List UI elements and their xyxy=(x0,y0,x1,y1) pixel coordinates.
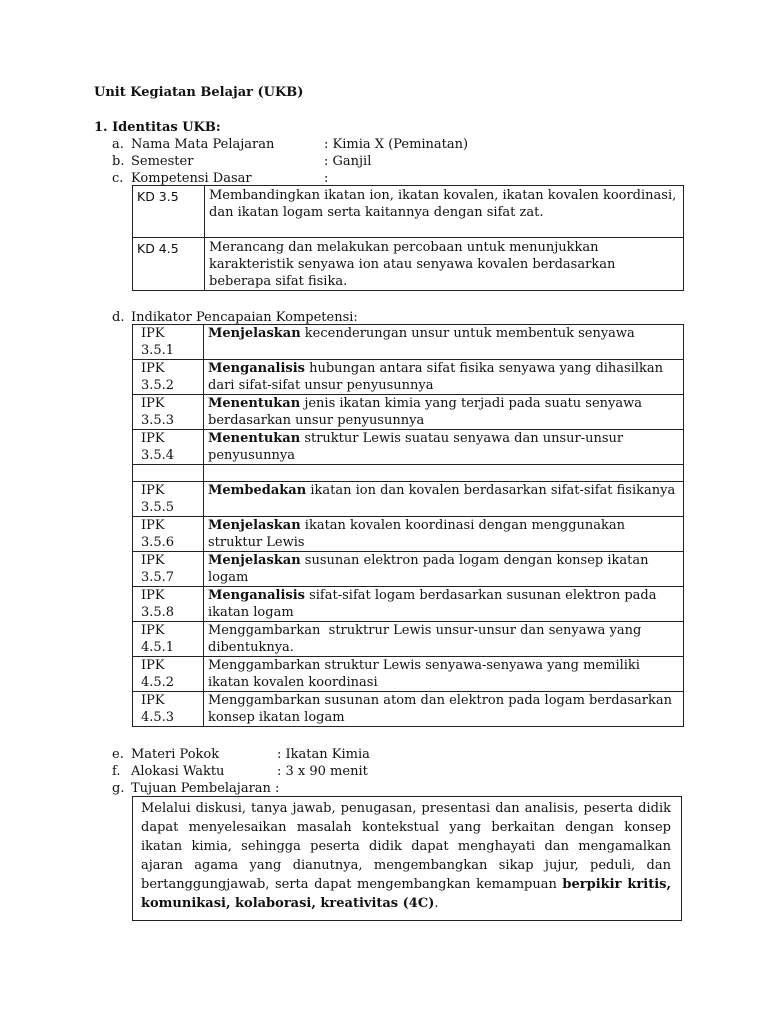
ipk-row xyxy=(133,360,684,395)
ipk-text: hubungan antara sifat fisika senyawa yang dihasilkan dari sifat-sifat unsur penyusunnya xyxy=(208,361,668,393)
ipk-row xyxy=(133,692,684,727)
ipk-description xyxy=(204,465,684,482)
item-a-value: : Kimia X (Peminatan) xyxy=(324,137,469,152)
tujuan-end: . xyxy=(434,896,439,911)
ipk-code: IPK 3.5.3 xyxy=(133,395,204,430)
ipk-description xyxy=(204,325,684,360)
page-title: Unit Kegiatan Belajar (UKB) xyxy=(94,85,304,100)
kd-row xyxy=(133,186,684,238)
ipk-text: struktur Lewis suatau senyawa dan unsur-unsur penyusunnya xyxy=(208,431,628,463)
ipk-row-empty xyxy=(133,465,684,482)
item-f-marker: f. xyxy=(112,764,121,779)
item-b-value: : Ganjil xyxy=(324,154,372,169)
tujuan-text: Melalui diskusi, tanya jawab, penugasan, presentasi dan analisis, peserta didik dapat menyelesaikan masalah kontekstual yang berkaitan dengan konsep ikatan kimia, sehingga peserta didik dapat menghayati dan mengamalkan ajaran agama yang dianutnya, mengembangkan sikap jujur, peduli, dan bertanggungjawab, serta dapat mengembangkan kemampuan xyxy=(141,801,671,892)
ipk-code: IPK 4.5.1 xyxy=(133,622,204,657)
ipk-description xyxy=(204,552,684,587)
ipk-code: IPK 3.5.5 xyxy=(133,482,204,517)
ipk-text: kecenderungan unsur untuk membentuk senyawa xyxy=(300,326,635,341)
item-a-label: Nama Mata Pelajaran xyxy=(131,137,275,152)
ipk-table xyxy=(132,324,684,727)
ipk-description xyxy=(204,692,684,727)
ipk-row xyxy=(133,325,684,360)
ipk-row xyxy=(133,587,684,622)
item-e-marker: e. xyxy=(112,747,124,762)
ipk-text: ikatan ion dan kovalen berdasarkan sifat-sifat fisikanya xyxy=(306,483,676,498)
ipk-verb: Menjelaskan xyxy=(208,553,301,568)
ipk-description xyxy=(204,517,684,552)
ipk-description xyxy=(204,657,684,692)
ipk-code: IPK 4.5.3 xyxy=(133,692,204,727)
item-c-value: : xyxy=(324,171,329,186)
kd-row xyxy=(133,238,684,291)
ipk-description xyxy=(204,622,684,657)
kd-code: KD 4.5 xyxy=(133,238,205,291)
ipk-text: Menggambarkan struktur Lewis senyawa-senyawa yang memiliki ikatan kovalen koordinasi xyxy=(208,658,645,690)
kd-text: Membandingkan ikatan ion, ikatan kovalen, ikatan kovalen koordinasi, dan ikatan logam serta kaitannya dengan sifat zat. xyxy=(205,186,684,238)
tujuan-box xyxy=(132,796,682,921)
item-a-marker: a. xyxy=(112,137,124,152)
ipk-description xyxy=(204,587,684,622)
ipk-row xyxy=(133,482,684,517)
item-g-label: Tujuan Pembelajaran : xyxy=(131,781,280,796)
ipk-verb: Menganalisis xyxy=(208,361,305,376)
item-e-value: : Ikatan Kimia xyxy=(277,747,370,762)
ipk-text: ikatan kovalen koordinasi dengan menggunakan struktur Lewis xyxy=(208,518,630,550)
item-g-marker: g. xyxy=(112,781,125,796)
ipk-code: IPK 3.5.1 xyxy=(133,325,204,360)
ipk-code: IPK 3.5.2 xyxy=(133,360,204,395)
item-f-value: : 3 x 90 menit xyxy=(277,764,368,779)
ipk-code: IPK 3.5.4 xyxy=(133,430,204,465)
ipk-row xyxy=(133,657,684,692)
ipk-code xyxy=(133,465,204,482)
ipk-description xyxy=(204,360,684,395)
ipk-text: Menggambarkan susunan atom dan elektron pada logam berdasarkan konsep ikatan logam xyxy=(208,693,677,725)
ipk-code: IPK 3.5.8 xyxy=(133,587,204,622)
tujuan-bold-4c: berpikir kritis, komunikasi, kolaborasi, kreativitas (4C) xyxy=(141,877,671,911)
ipk-row xyxy=(133,622,684,657)
item-b-label: Semester xyxy=(131,154,194,169)
kd-table xyxy=(132,185,684,291)
ipk-description xyxy=(204,395,684,430)
ipk-verb: Menentukan xyxy=(208,396,301,411)
item-b-marker: b. xyxy=(112,154,125,169)
item-c-label: Kompetensi Dasar xyxy=(131,171,252,186)
kd-code: KD 3.5 xyxy=(133,186,205,238)
ipk-code: IPK 3.5.7 xyxy=(133,552,204,587)
kd-text: Merancang dan melakukan percobaan untuk menunjukkan karakteristik senyawa ion atau senyawa kovalen berdasarkan beberapa sifat fisika. xyxy=(205,238,684,291)
ipk-row xyxy=(133,395,684,430)
ipk-row xyxy=(133,430,684,465)
item-e-label: Materi Pokok xyxy=(131,747,220,762)
ipk-text: sifat-sifat logam berdasarkan susunan elektron pada ikatan logam xyxy=(208,588,661,620)
ipk-verb: Menganalisis xyxy=(208,588,305,603)
ipk-text: Menggambarkan struktrur Lewis unsur-unsur dan senyawa yang dibentuknya. xyxy=(208,623,646,655)
item-c-marker: c. xyxy=(112,171,124,186)
ipk-text: jenis ikatan kimia yang terjadi pada suatu senyawa berdasarkan unsur penyusunnya xyxy=(208,396,647,428)
item-f-label: Alokasi Waktu xyxy=(131,764,225,779)
ipk-verb: Membedakan xyxy=(208,483,307,498)
ipk-verb: Menentukan xyxy=(208,431,301,446)
ipk-row xyxy=(133,517,684,552)
ipk-verb: Menjelaskan xyxy=(208,518,301,533)
ipk-verb: Menjelaskan xyxy=(208,326,301,341)
item-d-label: Indikator Pencapaian Kompetensi: xyxy=(131,310,358,325)
ipk-text: susunan elektron pada logam dengan konsep ikatan logam xyxy=(208,553,653,585)
ipk-row xyxy=(133,552,684,587)
ipk-description xyxy=(204,430,684,465)
item-d-marker: d. xyxy=(112,310,125,325)
ipk-description xyxy=(204,482,684,517)
section-1-heading: 1. Identitas UKB: xyxy=(94,120,221,135)
ipk-code: IPK 4.5.2 xyxy=(133,657,204,692)
ipk-code: IPK 3.5.6 xyxy=(133,517,204,552)
